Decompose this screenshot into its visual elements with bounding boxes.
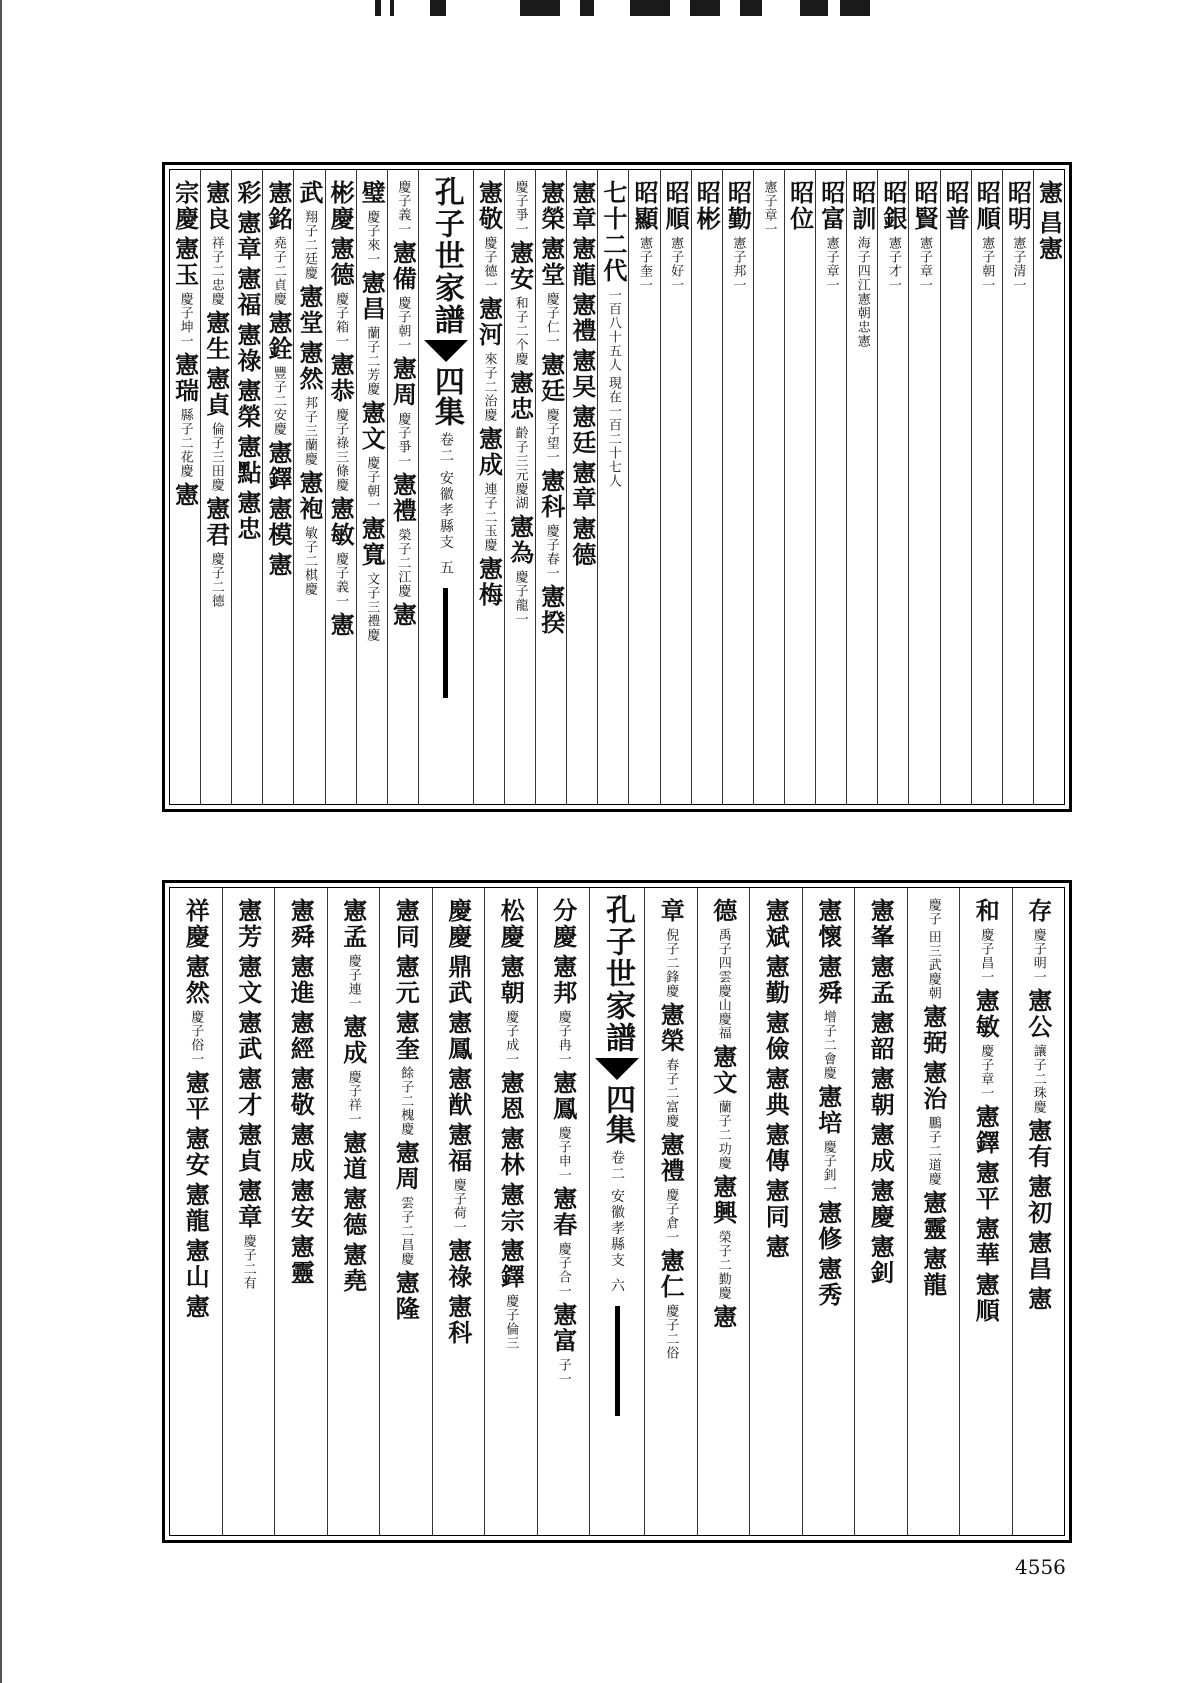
annotation-note: 倫子三田慶 [208, 422, 224, 492]
annotation-note: 現在一百二十七人 [605, 376, 621, 488]
person-name: 憲堂 [295, 284, 325, 336]
annotation-note: 一百八十五人 [605, 288, 621, 372]
person-name: 憲道 [338, 1130, 368, 1182]
annotation-note: 慶子倫三 [503, 1294, 519, 1350]
gutter-fishtail-mark [595, 1058, 639, 1080]
person-name: 憲順 [971, 1272, 1001, 1324]
person-name: 憲敏 [326, 496, 356, 548]
annotation-note: 連子二玉慶 [481, 482, 497, 552]
person-name: 憲君 [201, 496, 231, 548]
person-name: 憲福 [443, 1122, 473, 1174]
genealogy-column [907, 888, 960, 1535]
top-genealogy-panel [162, 162, 1072, 812]
person-name: 憲瑞 [170, 352, 200, 404]
person-name: 憲梅 [474, 556, 504, 608]
person-name: 憲榮 [656, 1002, 686, 1054]
person-name: 德 [708, 898, 738, 924]
genealogy-column [356, 170, 387, 804]
genealogy-column [566, 170, 597, 804]
person-name: 憲文 [708, 1044, 738, 1096]
person-name: 憲同 [761, 1178, 791, 1230]
person-name: 憲修 [813, 1200, 843, 1252]
annotation-note: 祥子二忠慶 [208, 236, 224, 306]
annotation-note: 來子二治慶 [481, 352, 497, 422]
page-edge [0, 0, 2, 1683]
annotation-note: 增子二會慶 [820, 1010, 836, 1080]
person-name: 憲靈 [918, 1190, 948, 1242]
person-name: 昭順 [972, 180, 1002, 232]
person-name: 憲玉 [170, 236, 200, 288]
gutter-chapter: 卷二 安徽孝縣支 [609, 1150, 625, 1269]
person-name: 憲龍 [918, 1246, 948, 1298]
person-name: 憲恩 [496, 1070, 526, 1122]
person-name: 憲成 [474, 426, 504, 478]
person-name: 憲銘 [263, 180, 293, 232]
person-name: 憲周 [388, 356, 418, 408]
person-name: 憲成 [338, 1014, 368, 1066]
person-name: 昭勤 [723, 180, 753, 232]
genealogy-column [170, 888, 222, 1535]
annotation-note: 慶子龍一 [512, 570, 528, 626]
gutter-bar [615, 1306, 620, 1416]
person-name: 昌憲 [1034, 210, 1064, 262]
person-name: 憲旲 [567, 348, 597, 400]
person-name: 憲 [263, 552, 293, 578]
genealogy-column [877, 170, 908, 804]
person-name: 憲興 [708, 1174, 738, 1226]
gutter-chapter: 卷二 安徽孝縣支 [437, 432, 454, 551]
genealogy-column [504, 170, 535, 804]
annotation-note: 慶子冉一 [555, 1010, 571, 1066]
person-name: 憲春 [548, 1186, 578, 1238]
annotation-note: 豐子二安慶 [270, 366, 286, 436]
genealogy-column [293, 170, 324, 804]
annotation-note: 翔子二廷慶 [302, 210, 318, 280]
person-name: 章 [656, 898, 686, 924]
gutter-title: 孔子世家譜 [428, 176, 464, 336]
person-name: 憲恭 [326, 352, 356, 404]
person-name: 憲 [181, 1294, 211, 1320]
person-name: 憲鐸 [496, 1238, 526, 1290]
annotation-note: 憲子好一 [668, 236, 684, 292]
person-name: 憲鳳 [443, 1010, 473, 1062]
genealogy-column [262, 170, 293, 804]
annotation-note: 倪子二鋒慶 [663, 928, 679, 998]
person-name: 憲培 [813, 1084, 843, 1136]
person-name: 憲懷 [813, 898, 843, 950]
annotation-note: 和子二个慶 [512, 296, 528, 366]
person-name: 憲河 [474, 296, 504, 348]
person-name: 憲龍 [181, 1182, 211, 1234]
person-name: 憲德 [338, 1186, 368, 1238]
person-name: 憲貞 [201, 366, 231, 418]
gutter-volume: 四集 [600, 1084, 635, 1144]
annotation-note: 慶子連一 [345, 954, 361, 1010]
genealogy-column [1012, 888, 1065, 1535]
annotation-note: 慶子釗一 [820, 1140, 836, 1196]
annotation-note: 慶子明一 [1030, 928, 1046, 984]
annotation-note: 海子四江憲朝忠憲 [854, 236, 870, 348]
person-name: 昭順 [661, 180, 691, 232]
annotation-note: 慶子章一 [978, 1044, 994, 1100]
genealogy-column [691, 170, 722, 804]
person-name: 憲模 [263, 496, 293, 548]
person-name: 憲忠 [505, 370, 535, 422]
genealogy-column [802, 888, 855, 1535]
person-name: 憲章 [232, 210, 262, 262]
genealogy-column [327, 888, 380, 1535]
person-name: 憲邦 [548, 954, 578, 1006]
person-name: 憲昌 [1023, 1230, 1053, 1282]
person-name: 憲平 [181, 1070, 211, 1122]
annotation-note: 慶子箱一 [333, 292, 349, 348]
genealogy-column [170, 170, 200, 804]
gutter-fishtail-mark [424, 340, 468, 362]
person-name: 昭銀 [878, 180, 908, 232]
person-name: 昭訓 [847, 180, 877, 232]
annotation-note: 憲子章一 [823, 236, 839, 292]
person-name: 憲傳 [761, 1122, 791, 1174]
person-name: 憲華 [971, 1216, 1001, 1268]
top-gutter [418, 170, 473, 804]
person-name: 松慶 [496, 898, 526, 950]
page-number: 4556 [1015, 1555, 1066, 1579]
person-name: 憲鐸 [263, 440, 293, 492]
person-name: 憲元 [391, 954, 421, 1006]
genealogy-column [784, 170, 815, 804]
person-name: 憲林 [496, 1126, 526, 1178]
person-name: 憲秀 [813, 1256, 843, 1308]
person-name: 祥慶 [181, 898, 211, 950]
person-name: 憲韶 [866, 1010, 896, 1062]
person-name: 憲同 [391, 898, 421, 950]
person-name: 憲勤 [761, 954, 791, 1006]
person-name: 和 [971, 898, 1001, 924]
annotation-note: 榮子二江慶 [395, 528, 411, 598]
annotation-note: 慶子二俗 [663, 1304, 679, 1360]
person-name: 憲仁 [656, 1248, 686, 1300]
annotation-note: 慶子荷一 [450, 1178, 466, 1234]
genealogy-column [222, 888, 275, 1535]
annotation-note: 慶子仁一 [543, 292, 559, 348]
person-name: 憲文 [357, 400, 387, 452]
person-name: 憲孟 [338, 898, 368, 950]
person-name: 憲猷 [443, 1066, 473, 1118]
person-name: 憲為 [505, 514, 535, 566]
annotation-note: 田三武慶朝 [925, 930, 941, 1000]
person-name: 憲隆 [391, 1270, 421, 1322]
person-name: 憲成 [866, 1122, 896, 1174]
person-name: 憲敏 [971, 988, 1001, 1040]
person-name: 憲 [1023, 1286, 1053, 1312]
annotation-note: 慶子德一 [481, 236, 497, 292]
person-name: 憲鐸 [971, 1104, 1001, 1156]
person-name: 憲 [708, 1304, 738, 1330]
person-name: 憲福 [232, 266, 262, 318]
annotation-note: 雲子二昌慶 [398, 1196, 414, 1266]
annotation-note: 慶子二有 [240, 1234, 256, 1290]
annotation-note: 齡子三元慶湖 [512, 426, 528, 510]
person-name: 憲貞 [233, 1122, 263, 1174]
person-name: 憲祿 [443, 1238, 473, 1290]
genealogy-column [537, 888, 590, 1535]
person-name: 憲點 [232, 434, 262, 486]
person-name: 憲然 [181, 954, 211, 1006]
person-name: 憲禮 [388, 472, 418, 524]
person-name: 憲安 [181, 1126, 211, 1178]
annotation-note: 堯子二貞慶 [270, 236, 286, 306]
person-name: 彬慶 [326, 180, 356, 232]
bottom-genealogy-panel [162, 880, 1072, 1543]
annotation-note: 慶子朝一 [395, 296, 411, 352]
person-name: 憲堯 [338, 1242, 368, 1294]
genealogy-column [1002, 170, 1033, 804]
person-name: 彩 [232, 180, 262, 206]
person-name: 憲科 [536, 468, 566, 520]
annotation-note: 憲子清一 [1010, 236, 1026, 292]
person-name: 憲銓 [263, 310, 293, 362]
person-name: 憲斌 [761, 898, 791, 950]
annotation-note: 鵬子二道慶 [925, 1116, 941, 1186]
person-name: 昭賢 [910, 180, 940, 232]
genealogy-column [1033, 170, 1064, 804]
gutter-page: 五 [437, 560, 454, 575]
annotation-note: 慶子俗一 [188, 1010, 204, 1066]
person-name: 憲公 [1023, 988, 1053, 1040]
person-name: 憲榮 [232, 378, 262, 430]
annotation-note: 憲子奎一 [637, 236, 653, 292]
gutter-title: 孔子世家譜 [600, 894, 635, 1054]
person-name: 憲良 [201, 180, 231, 232]
person-name: 憲鳳 [548, 1070, 578, 1122]
annotation-note: 慶子爭一 [395, 412, 411, 468]
annotation-note: 慶子倉一 [663, 1188, 679, 1244]
genealogy-column [722, 170, 753, 804]
person-name: 憲武 [233, 1010, 263, 1062]
person-name: 昭明 [1003, 180, 1033, 232]
genealogy-column [628, 170, 659, 804]
person-name: 憲經 [286, 1010, 316, 1062]
annotation-note: 慶子祥一 [345, 1070, 361, 1126]
person-name: 憲 [170, 482, 200, 508]
person-name: 憲禮 [656, 1132, 686, 1184]
person-name: 憲廷 [536, 352, 566, 404]
top-scan-artifact [300, 0, 940, 18]
person-name: 昭普 [941, 180, 971, 232]
person-name: 昭彬 [692, 180, 722, 232]
annotation-note: 餘子二槐慶 [398, 1066, 414, 1136]
genealogy-column [432, 888, 485, 1535]
annotation-note: 慶子望一 [543, 408, 559, 464]
person-name: 憲有 [1023, 1118, 1053, 1170]
annotation-note: 子一 [555, 1358, 571, 1386]
genealogy-column [846, 170, 877, 804]
person-name: 憲富 [548, 1302, 578, 1354]
genealogy-column [473, 170, 504, 804]
person-name: 憲治 [918, 1060, 948, 1112]
person-name: 慶慶 [443, 898, 473, 950]
person-name: 憲 [1034, 180, 1064, 206]
genealogy-column [940, 170, 971, 804]
person-name: 憲德 [326, 236, 356, 288]
annotation-note: 憲子才一 [885, 236, 901, 292]
person-name: 憲安 [505, 240, 535, 292]
annotation-note: 慶子合一 [555, 1242, 571, 1298]
person-name: 憲德 [567, 516, 597, 568]
person-name: 憲慶 [866, 1178, 896, 1230]
person-name: 憲章 [567, 180, 597, 232]
person-name: 昭富 [816, 180, 846, 232]
person-name: 鼎武 [443, 954, 473, 1006]
annotation-note: 慶子義一 [333, 552, 349, 608]
person-name: 憲成 [286, 1122, 316, 1174]
person-name: 憲科 [443, 1294, 473, 1346]
person-name: 憲進 [286, 954, 316, 1006]
person-name: 憲章 [567, 460, 597, 512]
annotation-note: 邦子三蘭慶 [302, 396, 318, 466]
annotation-note: 憲子朝一 [979, 236, 995, 292]
person-name: 憲揆 [536, 584, 566, 636]
person-name: 憲袍 [295, 470, 325, 522]
annotation-note: 春子二富慶 [663, 1058, 679, 1128]
genealogy-column [379, 888, 432, 1535]
genealogy-column [660, 170, 691, 804]
person-name: 憲敬 [474, 180, 504, 232]
genealogy-column [908, 170, 939, 804]
person-name: 憲平 [971, 1160, 1001, 1212]
annotation-note: 蘭子二功慶 [715, 1100, 731, 1170]
annotation-note: 慶子 [925, 898, 941, 926]
person-name: 憲備 [388, 240, 418, 292]
genealogy-column [749, 888, 802, 1535]
person-name: 憲儉 [761, 1010, 791, 1062]
annotation-note: 蘭子二芳慶 [364, 326, 380, 396]
person-name: 憲弼 [918, 1004, 948, 1056]
genealogy-column [597, 170, 628, 804]
annotation-note: 慶子坤一 [177, 292, 193, 348]
genealogy-column [200, 170, 231, 804]
genealogy-column [387, 170, 418, 804]
annotation-note: 慶子祿三條慶 [333, 408, 349, 492]
person-name: 憲宗 [496, 1182, 526, 1234]
gutter-page: 六 [609, 1278, 625, 1293]
person-name: 七十二代 [598, 180, 628, 284]
annotation-note: 禹子四雲慶山慶福 [715, 928, 731, 1040]
person-name: 分慶 [548, 898, 578, 950]
person-name: 憲文 [233, 954, 263, 1006]
annotation-note: 敏子二棋慶 [302, 526, 318, 596]
annotation-note: 慶子義一 [395, 180, 411, 236]
bottom-gutter [589, 888, 644, 1535]
person-name: 憲堂 [536, 236, 566, 288]
person-name: 存 [1023, 898, 1053, 924]
genealogy-column [231, 170, 262, 804]
person-name: 憲朝 [496, 954, 526, 1006]
person-name: 憲山 [181, 1238, 211, 1290]
gutter-volume: 四集 [428, 366, 464, 426]
person-name: 憲廷 [567, 404, 597, 456]
genealogy-column [484, 888, 537, 1535]
annotation-note: 讓子二珠慶 [1030, 1044, 1046, 1114]
genealogy-column [815, 170, 846, 804]
genealogy-column [535, 170, 566, 804]
top-columns [170, 170, 1064, 804]
person-name: 憲釗 [866, 1234, 896, 1286]
genealogy-column [959, 888, 1012, 1535]
person-name: 憲周 [391, 1140, 421, 1192]
person-name: 昭顯 [630, 180, 660, 232]
person-name: 憲峯 [866, 898, 896, 950]
person-name: 憲孟 [866, 954, 896, 1006]
person-name: 憲初 [1023, 1174, 1053, 1226]
person-name: 憲奎 [391, 1010, 421, 1062]
person-name: 憲章 [233, 1178, 263, 1230]
genealogy-column [753, 170, 784, 804]
person-name: 憲舜 [286, 898, 316, 950]
gutter-bar [443, 588, 448, 698]
bottom-columns [170, 888, 1064, 1535]
person-name: 憲舜 [813, 954, 843, 1006]
person-name: 憲典 [761, 1066, 791, 1118]
person-name: 憲然 [295, 340, 325, 392]
genealogy-column [644, 888, 697, 1535]
annotation-note: 慶子成一 [503, 1010, 519, 1066]
person-name: 武 [295, 180, 325, 206]
person-name: 憲忠 [232, 490, 262, 542]
annotation-note: 慶子申一 [555, 1126, 571, 1182]
person-name: 憲生 [201, 310, 231, 362]
person-name: 璧 [357, 180, 387, 206]
annotation-note: 慶子春一 [543, 524, 559, 580]
person-name: 憲昌 [357, 270, 387, 322]
genealogy-column [697, 888, 750, 1535]
annotation-note: 憲子章一 [917, 236, 932, 292]
annotation-note: 榮子二勤慶 [715, 1230, 731, 1300]
genealogy-column [971, 170, 1002, 804]
annotation-note: 文子三禮慶 [364, 572, 380, 642]
annotation-note: 慶子朝一 [364, 456, 380, 512]
person-name: 憲龍 [567, 236, 597, 288]
annotation-note: 縣子二花慶 [177, 408, 193, 478]
person-name: 憲榮 [536, 180, 566, 232]
person-name: 昭位 [785, 180, 815, 232]
annotation-note: 慶子昌一 [978, 928, 994, 984]
genealogy-column [274, 888, 327, 1535]
annotation-note: 慶子二德 [208, 552, 224, 608]
annotation-note: 憲子邦一 [730, 236, 746, 292]
person-name: 宗慶 [170, 180, 200, 232]
person-name: 憲寬 [357, 516, 387, 568]
annotation-note: 慶子來一 [364, 210, 380, 266]
person-name: 憲 [761, 1234, 791, 1260]
person-name: 憲靈 [286, 1234, 316, 1286]
annotation-note: 憲子章一 [761, 180, 777, 236]
person-name: 憲敬 [286, 1066, 316, 1118]
person-name: 憲禮 [567, 292, 597, 344]
genealogy-column [325, 170, 356, 804]
person-name: 憲芳 [233, 898, 263, 950]
annotation-note: 慶子爭一 [512, 180, 528, 236]
person-name: 憲朝 [866, 1066, 896, 1118]
person-name: 憲安 [286, 1178, 316, 1230]
genealogy-column [854, 888, 907, 1535]
person-name: 憲才 [233, 1066, 263, 1118]
person-name: 憲 [326, 612, 356, 638]
person-name: 憲 [388, 602, 418, 628]
person-name: 憲祿 [232, 322, 262, 374]
